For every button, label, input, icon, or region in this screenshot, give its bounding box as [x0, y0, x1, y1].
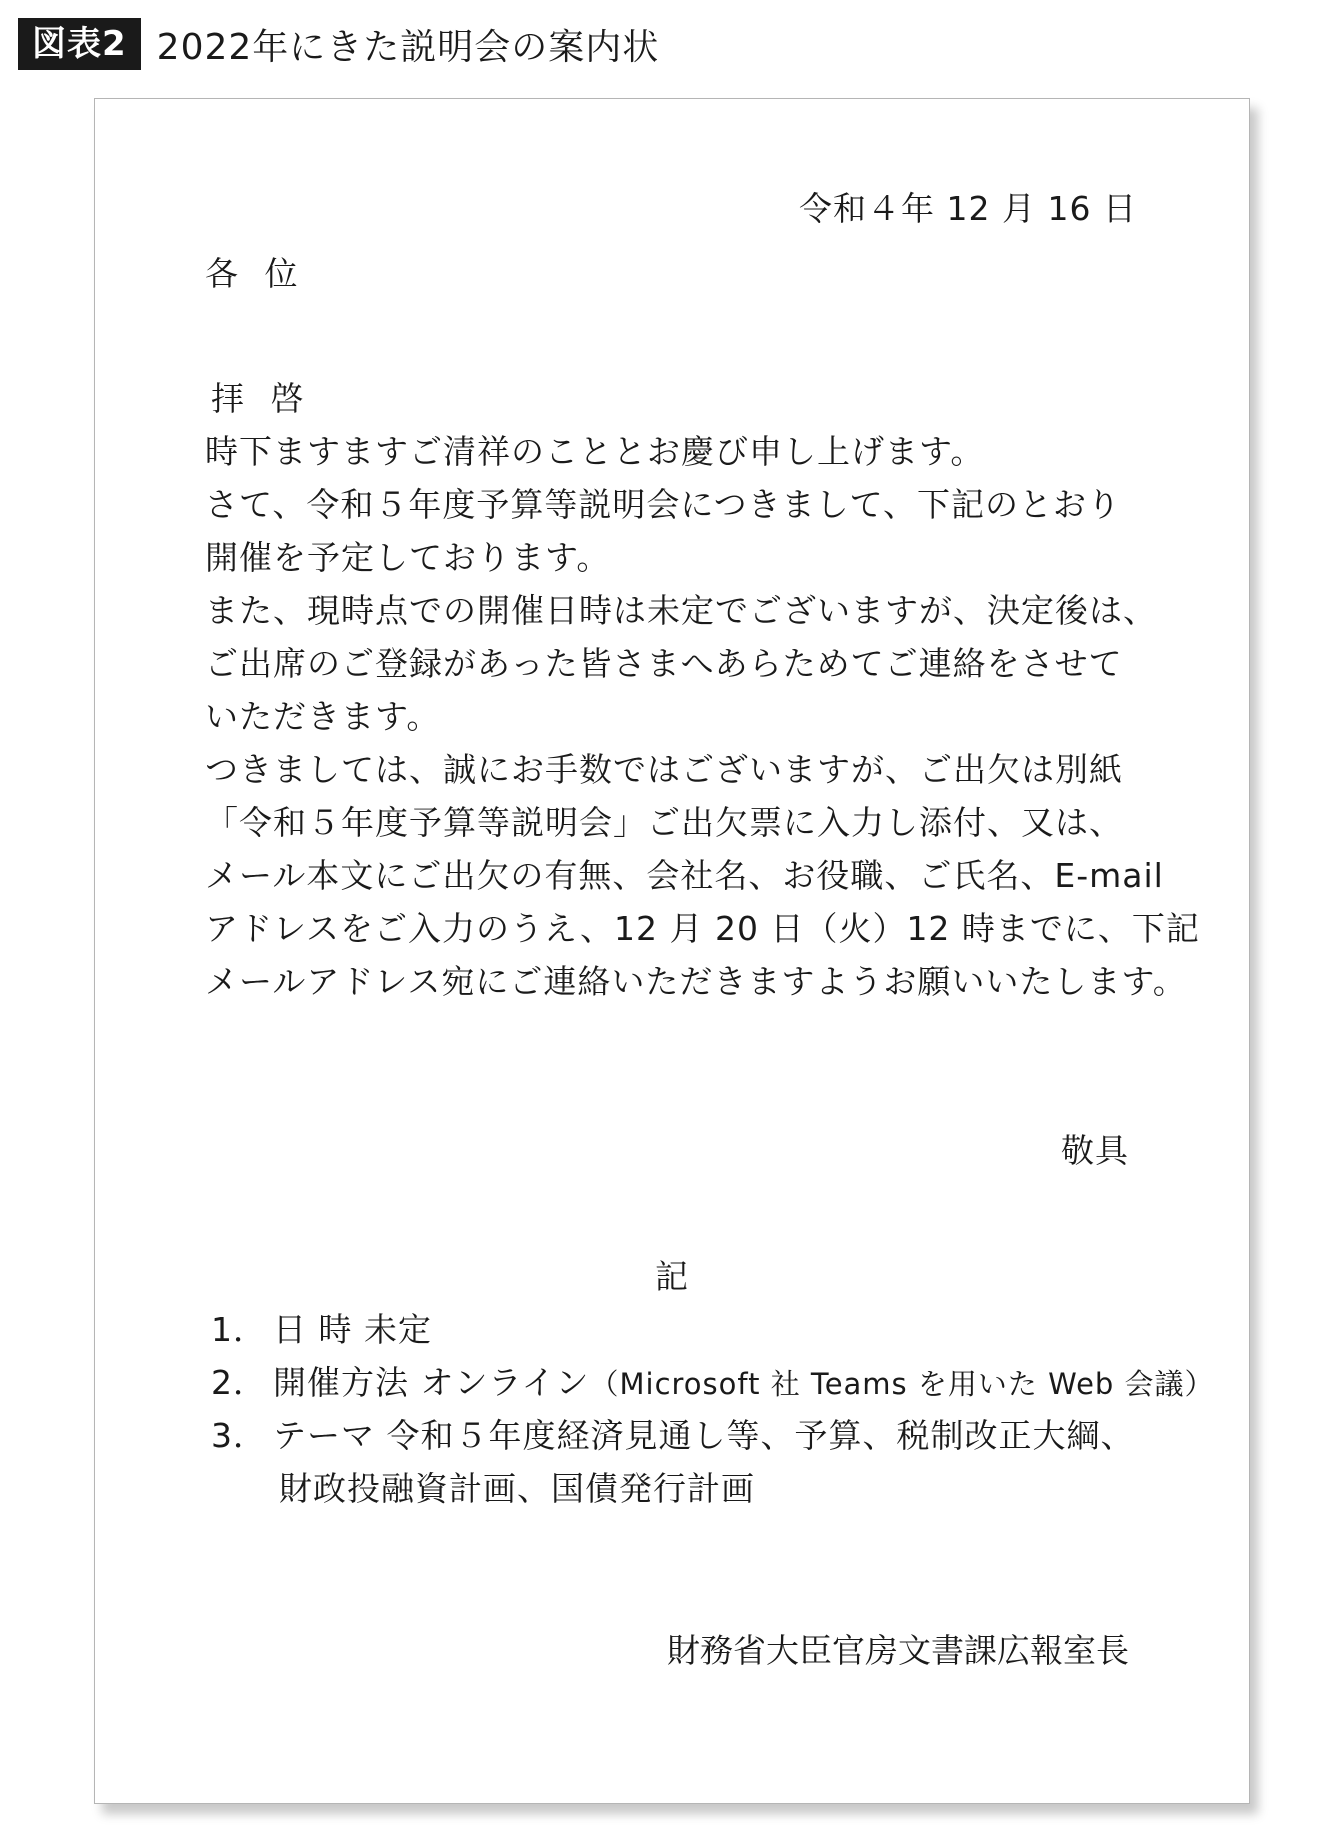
figure-title: 2022年にきた説明会の案内状	[156, 26, 660, 68]
item-note: （Microsoft 社 Teams を用いた Web 会議）	[589, 1367, 1215, 1401]
body-line: メールアドレス宛にご連絡いただきますようお願いいたします。	[205, 962, 1187, 1001]
item-number: 2．	[211, 1363, 267, 1402]
item-number: 3．	[211, 1416, 267, 1455]
body-line: 開催を予定しております。	[205, 538, 611, 577]
figure-header	[18, 18, 659, 70]
list-item	[211, 1363, 1215, 1404]
item-text: 日 時 未定	[273, 1310, 432, 1349]
body-line: 「令和５年度予算等説明会」ご出欠票に入力し添付、又は、	[205, 803, 1123, 842]
body-line: 時下ますますご清祥のこととお慶び申し上げます。	[205, 432, 985, 471]
body-line: つきましては、誠にお手数ではございますが、ご出欠は別紙	[205, 750, 1123, 789]
letter-closing: 敬具	[1061, 1131, 1129, 1170]
item-text: テーマ 令和５年度経済見通し等、予算、税制改正大綱、	[273, 1416, 1135, 1455]
body-line: アドレスをご入力のうえ、12 月 20 日（火）12 時までに、下記	[205, 909, 1200, 948]
body-line: また、現時点での開催日時は未定でございますが、決定後は、	[205, 591, 1157, 630]
item-number: 1．	[211, 1310, 267, 1349]
figure-label: 図表2	[18, 18, 141, 70]
item-continuation: 財政投融資計画、国債発行計画	[279, 1469, 755, 1508]
letter-document	[94, 98, 1250, 1804]
body-line: ご出席のご登録があった皆さまへあらためてご連絡をさせて	[205, 644, 1123, 683]
letter-date: 令和４年 12 月 16 日	[799, 189, 1137, 228]
letter-opening: 拝 啓	[211, 379, 312, 418]
list-item	[211, 1416, 1135, 1456]
letter-addressee: 各 位	[205, 254, 306, 293]
ki-heading: 記	[655, 1257, 689, 1296]
body-line: いただきます。	[205, 697, 441, 736]
letter-signature: 財務省大臣官房文書課広報室長	[667, 1631, 1129, 1670]
body-line: さて、令和５年度予算等説明会につきまして、下記のとおり	[205, 485, 1122, 524]
body-line: メール本文にご出欠の有無、会社名、お役職、ご氏名、E-mail	[205, 856, 1164, 895]
list-item	[211, 1310, 432, 1350]
item-text: 開催方法 オンライン	[273, 1363, 590, 1402]
